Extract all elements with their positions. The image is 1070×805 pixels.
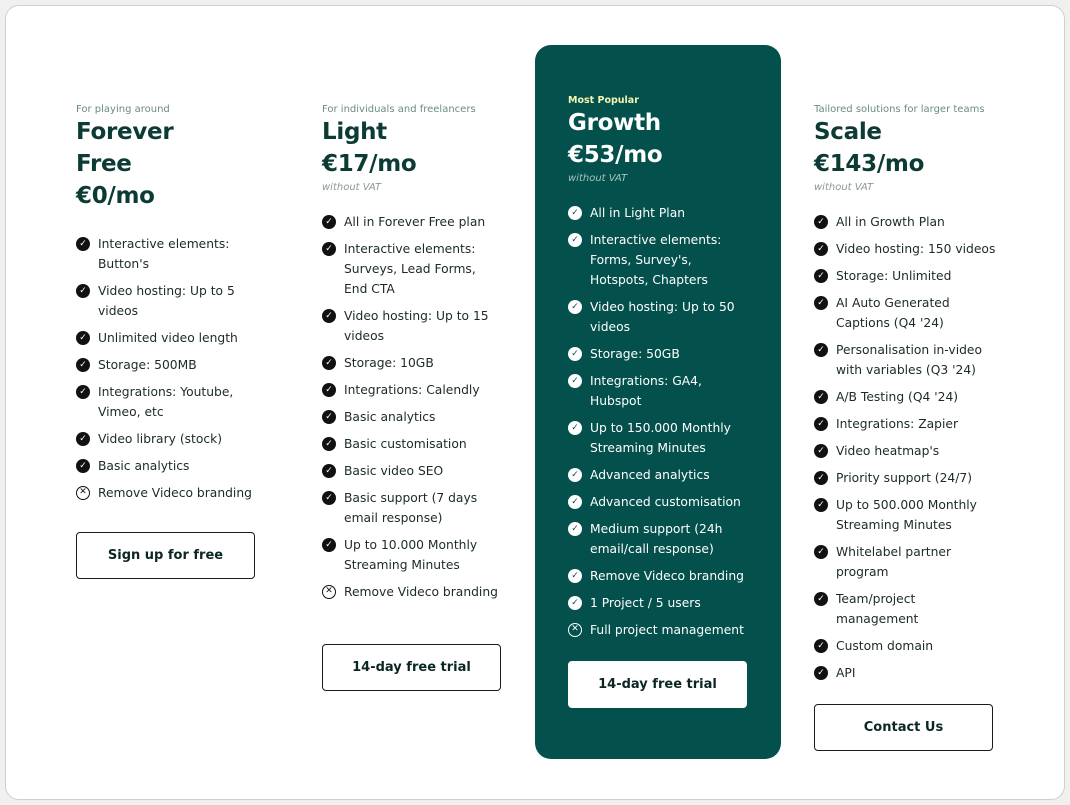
check-icon: ✓	[814, 417, 828, 431]
check-icon: ✓	[568, 374, 582, 388]
cross-icon: ✕	[76, 486, 90, 500]
feature-item	[568, 566, 750, 586]
feature-item	[76, 456, 256, 476]
check-icon: ✓	[322, 215, 336, 229]
feature-item	[322, 212, 500, 232]
feature-item	[814, 441, 996, 461]
feature-text: Video hosting: Up to 50 videos	[590, 300, 735, 334]
feature-list	[568, 203, 750, 640]
most-popular-badge: Most Popular	[568, 95, 639, 106]
check-icon: ✓	[322, 538, 336, 552]
feature-text: Medium support (24h email/call response)	[590, 522, 723, 556]
feature-item	[568, 371, 750, 411]
feature-item	[322, 461, 500, 481]
plan-title: Forever	[76, 119, 174, 145]
check-icon: ✓	[814, 215, 828, 229]
feature-item	[568, 344, 750, 364]
feature-item	[322, 582, 500, 602]
feature-item	[76, 234, 256, 274]
check-icon: ✓	[814, 639, 828, 653]
feature-text: Video library (stock)	[98, 432, 223, 446]
feature-text: All in Growth Plan	[836, 215, 945, 229]
feature-text: Integrations: GA4, Hubspot	[590, 374, 702, 408]
feature-item	[76, 429, 256, 449]
check-icon: ✓	[568, 300, 582, 314]
feature-item	[568, 620, 750, 640]
feature-text: Advanced analytics	[590, 468, 710, 482]
feature-text: All in Forever Free plan	[344, 215, 486, 229]
feature-item	[76, 281, 256, 321]
check-icon: ✓	[568, 233, 582, 247]
feature-list	[322, 212, 500, 602]
feature-text: Basic support (7 days email response)	[344, 491, 478, 525]
feature-item	[322, 239, 500, 299]
feature-item	[814, 266, 996, 286]
vat-note: without VAT	[568, 173, 628, 184]
feature-list	[814, 212, 996, 683]
feature-item	[568, 519, 750, 559]
feature-item	[322, 434, 500, 454]
feature-item	[76, 355, 256, 375]
plan-forever-free	[76, 104, 276, 510]
check-icon: ✓	[322, 309, 336, 323]
check-icon: ✓	[814, 242, 828, 256]
plan-price: €17/mo	[322, 151, 417, 177]
feature-text: Whitelabel partner program	[836, 545, 952, 579]
plan-growth	[568, 95, 768, 647]
feature-text: Priority support (24/7)	[836, 471, 973, 485]
feature-text: Video hosting: Up to 5 videos	[98, 284, 235, 318]
feature-item	[322, 353, 500, 373]
feature-text: Video heatmap's	[836, 444, 940, 458]
check-icon: ✓	[568, 347, 582, 361]
check-icon: ✓	[76, 237, 90, 251]
vat-note: without VAT	[814, 182, 874, 193]
feature-text: Up to 150.000 Monthly Streaming Minutes	[590, 421, 731, 455]
plan-tagline: For playing around	[76, 104, 170, 115]
feature-item	[568, 297, 750, 337]
feature-text: Interactive elements: Forms, Survey's, Hotspots, Chapters	[590, 233, 722, 287]
feature-text: Storage: Unlimited	[836, 269, 952, 283]
feature-item	[568, 203, 750, 223]
feature-text: Remove Videco branding	[98, 486, 252, 500]
feature-item	[76, 483, 256, 503]
check-icon: ✓	[568, 522, 582, 536]
cross-icon: ✕	[568, 623, 582, 637]
sign-up-free-button[interactable]: Sign up for free	[76, 532, 255, 579]
feature-item	[814, 414, 996, 434]
feature-text: Integrations: Zapier	[836, 417, 959, 431]
check-icon: ✓	[322, 491, 336, 505]
feature-text: API	[836, 666, 856, 680]
check-icon: ✓	[814, 592, 828, 606]
plan-title: Growth	[568, 110, 661, 136]
check-icon: ✓	[568, 495, 582, 509]
feature-text: Integrations: Calendly	[344, 383, 480, 397]
feature-item	[814, 589, 996, 629]
feature-text: Basic customisation	[344, 437, 467, 451]
feature-item	[322, 306, 500, 346]
plan-price: €53/mo	[568, 142, 663, 168]
feature-item	[814, 636, 996, 656]
feature-item	[814, 542, 996, 582]
check-icon: ✓	[322, 410, 336, 424]
vat-note: without VAT	[322, 182, 382, 193]
light-free-trial-button[interactable]: 14-day free trial	[322, 644, 501, 691]
feature-item	[322, 380, 500, 400]
check-icon: ✓	[814, 498, 828, 512]
check-icon: ✓	[568, 206, 582, 220]
check-icon: ✓	[76, 432, 90, 446]
feature-item	[814, 212, 996, 232]
plan-price: €143/mo	[814, 151, 925, 177]
check-icon: ✓	[76, 331, 90, 345]
feature-text: Remove Videco branding	[590, 569, 744, 583]
check-icon: ✓	[814, 545, 828, 559]
feature-text: Video hosting: 150 videos	[836, 242, 996, 256]
growth-free-trial-button[interactable]: 14-day free trial	[568, 661, 747, 708]
feature-text: A/B Testing (Q4 '24)	[836, 390, 959, 404]
feature-text: Storage: 50GB	[590, 347, 680, 361]
check-icon: ✓	[76, 459, 90, 473]
check-icon: ✓	[568, 421, 582, 435]
feature-item	[814, 340, 996, 380]
check-icon: ✓	[322, 464, 336, 478]
feature-item	[568, 418, 750, 458]
check-icon: ✓	[814, 666, 828, 680]
feature-text: Advanced customisation	[590, 495, 741, 509]
feature-text: Personalisation in-video with variables (Q3 '24)	[836, 343, 983, 377]
feature-item	[322, 488, 500, 528]
feature-text: Interactive elements: Button's	[98, 237, 230, 271]
plan-light	[322, 104, 522, 609]
check-icon: ✓	[814, 444, 828, 458]
feature-text: Storage: 10GB	[344, 356, 434, 370]
feature-text: Up to 500.000 Monthly Streaming Minutes	[836, 498, 977, 532]
check-icon: ✓	[814, 269, 828, 283]
check-icon: ✓	[322, 383, 336, 397]
feature-text: Basic analytics	[344, 410, 436, 424]
feature-text: Video hosting: Up to 15 videos	[344, 309, 489, 343]
check-icon: ✓	[322, 437, 336, 451]
feature-item	[568, 593, 750, 613]
feature-text: Basic video SEO	[344, 464, 444, 478]
check-icon: ✓	[568, 569, 582, 583]
feature-text: Integrations: Youtube, Vimeo, etc	[98, 385, 234, 419]
feature-text: Custom domain	[836, 639, 934, 653]
feature-item	[322, 407, 500, 427]
feature-text: Storage: 500MB	[98, 358, 197, 372]
feature-text: Team/project management	[836, 592, 919, 626]
plan-price: €0/mo	[76, 183, 155, 209]
plan-title: Light	[322, 119, 387, 145]
feature-item	[76, 382, 256, 422]
feature-text: Remove Videco branding	[344, 585, 498, 599]
feature-item	[76, 328, 256, 348]
contact-us-button[interactable]: Contact Us	[814, 704, 993, 751]
feature-item	[814, 293, 996, 333]
check-icon: ✓	[814, 390, 828, 404]
feature-item	[568, 230, 750, 290]
feature-item	[814, 495, 996, 535]
feature-item	[568, 492, 750, 512]
feature-list	[76, 234, 256, 503]
feature-text: 1 Project / 5 users	[590, 596, 701, 610]
check-icon: ✓	[322, 242, 336, 256]
check-icon: ✓	[76, 358, 90, 372]
feature-text: Interactive elements: Surveys, Lead Forms, End CTA	[344, 242, 476, 296]
check-icon: ✓	[322, 356, 336, 370]
check-icon: ✓	[568, 468, 582, 482]
feature-text: All in Light Plan	[590, 206, 686, 220]
feature-text: Full project management	[590, 623, 744, 637]
feature-item	[814, 239, 996, 259]
check-icon: ✓	[76, 385, 90, 399]
feature-text: Up to 10.000 Monthly Streaming Minutes	[344, 538, 478, 572]
plan-tagline: Tailored solutions for larger teams	[814, 104, 985, 115]
plan-title-line2: Free	[76, 151, 132, 177]
feature-item	[568, 465, 750, 485]
plan-title: Scale	[814, 119, 882, 145]
check-icon: ✓	[814, 471, 828, 485]
plan-scale	[814, 104, 1014, 690]
feature-item	[814, 663, 996, 683]
feature-item	[322, 535, 500, 575]
check-icon: ✓	[76, 284, 90, 298]
feature-text: Basic analytics	[98, 459, 190, 473]
cross-icon: ✕	[322, 585, 336, 599]
feature-text: Unlimited video length	[98, 331, 238, 345]
feature-item	[814, 468, 996, 488]
check-icon: ✓	[568, 596, 582, 610]
check-icon: ✓	[814, 343, 828, 357]
feature-text: AI Auto Generated Captions (Q4 '24)	[836, 296, 950, 330]
feature-item	[814, 387, 996, 407]
check-icon: ✓	[814, 296, 828, 310]
plan-tagline: For individuals and freelancers	[322, 104, 476, 115]
